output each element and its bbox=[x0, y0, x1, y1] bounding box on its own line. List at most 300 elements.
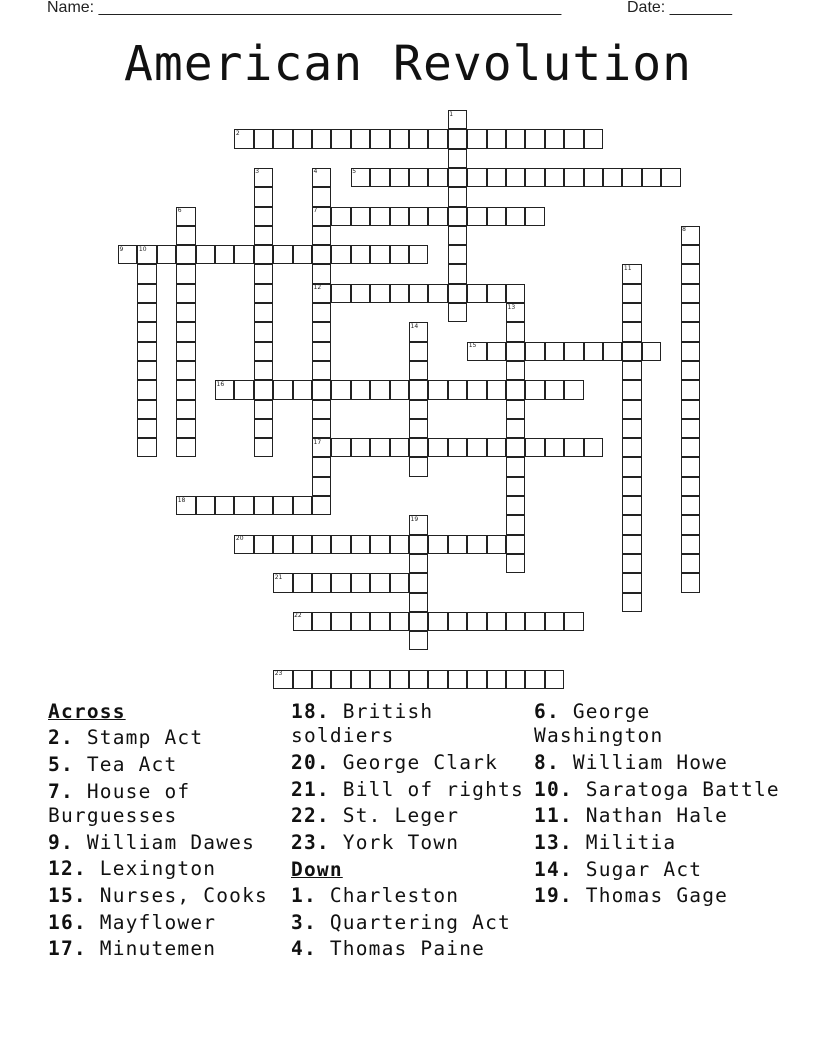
grid-cell[interactable] bbox=[312, 226, 331, 245]
grid-cell[interactable] bbox=[409, 631, 428, 650]
grid-cell[interactable] bbox=[351, 129, 370, 148]
grid-cell[interactable] bbox=[254, 419, 273, 438]
grid-cell[interactable] bbox=[428, 380, 447, 399]
grid-cell[interactable] bbox=[370, 207, 389, 226]
grid-cell[interactable] bbox=[448, 264, 467, 283]
grid-cell[interactable] bbox=[525, 670, 544, 689]
grid-cell[interactable] bbox=[312, 264, 331, 283]
grid-cell[interactable] bbox=[622, 496, 641, 515]
across-clue bbox=[291, 831, 541, 855]
across-clue bbox=[291, 778, 541, 802]
grid-cell[interactable] bbox=[176, 284, 195, 303]
grid-cell[interactable] bbox=[293, 129, 312, 148]
grid-cell[interactable] bbox=[448, 303, 467, 322]
grid-cell[interactable] bbox=[351, 284, 370, 303]
grid-cell[interactable] bbox=[196, 245, 215, 264]
grid-cell[interactable] bbox=[409, 207, 428, 226]
grid-cell[interactable] bbox=[176, 303, 195, 322]
grid-cell[interactable] bbox=[525, 207, 544, 226]
clue-text: House of Burguesses bbox=[48, 779, 191, 827]
grid-cell[interactable] bbox=[331, 245, 350, 264]
grid-cell[interactable] bbox=[176, 400, 195, 419]
grid-cell[interactable] bbox=[351, 535, 370, 554]
grid-cell[interactable] bbox=[681, 496, 700, 515]
grid-cell[interactable] bbox=[331, 207, 350, 226]
grid-cell[interactable] bbox=[331, 573, 350, 592]
grid-cell[interactable] bbox=[390, 535, 409, 554]
grid-cell[interactable] bbox=[370, 380, 389, 399]
grid-cell[interactable] bbox=[409, 168, 428, 187]
grid-cell[interactable] bbox=[487, 535, 506, 554]
grid-cell[interactable] bbox=[254, 535, 273, 554]
grid-cell[interactable] bbox=[487, 438, 506, 457]
grid-cell[interactable] bbox=[234, 245, 253, 264]
grid-cell[interactable] bbox=[506, 400, 525, 419]
grid-cell[interactable] bbox=[293, 380, 312, 399]
grid-cell[interactable] bbox=[215, 496, 234, 515]
grid-cell[interactable] bbox=[196, 496, 215, 515]
grid-cell[interactable] bbox=[312, 670, 331, 689]
grid-cell[interactable] bbox=[176, 322, 195, 341]
grid-cell[interactable] bbox=[506, 457, 525, 476]
clue-text: Minutemen bbox=[86, 937, 217, 961]
grid-cell[interactable] bbox=[584, 129, 603, 148]
grid-cell[interactable] bbox=[681, 303, 700, 322]
grid-cell[interactable] bbox=[506, 168, 525, 187]
grid-cell[interactable] bbox=[351, 245, 370, 264]
grid-cell[interactable] bbox=[428, 284, 447, 303]
grid-cell[interactable] bbox=[622, 303, 641, 322]
grid-cell[interactable] bbox=[331, 535, 350, 554]
grid-cell[interactable] bbox=[390, 284, 409, 303]
grid-cell[interactable] bbox=[409, 457, 428, 476]
grid-cell[interactable] bbox=[137, 284, 156, 303]
grid-cell[interactable] bbox=[622, 554, 641, 573]
grid-cell[interactable] bbox=[312, 612, 331, 631]
grid-cell[interactable] bbox=[428, 612, 447, 631]
grid-cell[interactable] bbox=[448, 187, 467, 206]
grid-cell[interactable] bbox=[506, 342, 525, 361]
grid-cell[interactable] bbox=[564, 438, 583, 457]
grid-cell[interactable] bbox=[331, 380, 350, 399]
grid-cell[interactable] bbox=[370, 284, 389, 303]
clue-number-2: 2 bbox=[235, 129, 240, 137]
grid-cell[interactable] bbox=[467, 284, 486, 303]
grid-cell[interactable] bbox=[254, 226, 273, 245]
grid-cell[interactable] bbox=[254, 207, 273, 226]
grid-cell[interactable] bbox=[409, 342, 428, 361]
grid-cell[interactable] bbox=[603, 168, 622, 187]
grid-cell[interactable] bbox=[545, 129, 564, 148]
grid-cell[interactable] bbox=[409, 612, 428, 631]
grid-cell[interactable] bbox=[312, 322, 331, 341]
grid-cell[interactable] bbox=[506, 419, 525, 438]
grid-cell[interactable] bbox=[409, 554, 428, 573]
grid-cell[interactable] bbox=[564, 129, 583, 148]
grid-cell[interactable] bbox=[370, 168, 389, 187]
grid-cell[interactable] bbox=[293, 535, 312, 554]
grid-cell[interactable] bbox=[622, 593, 641, 612]
grid-cell[interactable] bbox=[681, 535, 700, 554]
across-clue bbox=[291, 804, 541, 828]
grid-cell[interactable] bbox=[312, 400, 331, 419]
grid-cell[interactable] bbox=[642, 168, 661, 187]
grid-cell[interactable] bbox=[273, 129, 292, 148]
grid-cell[interactable] bbox=[681, 361, 700, 380]
grid-cell[interactable] bbox=[428, 129, 447, 148]
grid-cell[interactable] bbox=[467, 670, 486, 689]
grid-cell[interactable] bbox=[506, 380, 525, 399]
clue-number: 2. bbox=[48, 726, 74, 750]
grid-cell[interactable] bbox=[176, 245, 195, 264]
grid-cell[interactable] bbox=[564, 380, 583, 399]
grid-cell[interactable] bbox=[254, 361, 273, 380]
grid-cell[interactable] bbox=[487, 380, 506, 399]
down-clue bbox=[534, 831, 784, 855]
grid-cell[interactable] bbox=[681, 380, 700, 399]
grid-cell[interactable] bbox=[409, 400, 428, 419]
grid-cell[interactable] bbox=[681, 245, 700, 264]
grid-cell[interactable] bbox=[681, 400, 700, 419]
grid-cell[interactable] bbox=[681, 284, 700, 303]
grid-cell[interactable] bbox=[622, 342, 641, 361]
grid-cell[interactable] bbox=[545, 168, 564, 187]
grid-cell[interactable] bbox=[370, 535, 389, 554]
down-heading: Down bbox=[291, 857, 343, 881]
grid-cell[interactable] bbox=[254, 342, 273, 361]
grid-cell[interactable] bbox=[448, 284, 467, 303]
grid-cell[interactable] bbox=[351, 573, 370, 592]
grid-cell[interactable] bbox=[390, 245, 409, 264]
grid-cell[interactable] bbox=[254, 129, 273, 148]
grid-cell[interactable] bbox=[622, 284, 641, 303]
clue-number: 21. bbox=[291, 777, 330, 801]
grid-cell[interactable] bbox=[681, 322, 700, 341]
grid-cell[interactable] bbox=[584, 438, 603, 457]
grid-cell[interactable] bbox=[409, 438, 428, 457]
grid-cell[interactable] bbox=[506, 496, 525, 515]
grid-cell[interactable] bbox=[448, 149, 467, 168]
grid-cell[interactable] bbox=[506, 477, 525, 496]
clue-number: 11. bbox=[534, 804, 573, 828]
grid-cell[interactable] bbox=[351, 670, 370, 689]
clue-number: 5. bbox=[48, 752, 74, 776]
grid-cell[interactable] bbox=[642, 342, 661, 361]
grid-cell[interactable] bbox=[622, 535, 641, 554]
grid-cell[interactable] bbox=[409, 535, 428, 554]
grid-cell[interactable] bbox=[312, 573, 331, 592]
grid-cell[interactable] bbox=[390, 168, 409, 187]
grid-cell[interactable] bbox=[525, 612, 544, 631]
grid-cell[interactable] bbox=[622, 573, 641, 592]
grid-cell[interactable] bbox=[370, 612, 389, 631]
grid-cell[interactable] bbox=[409, 593, 428, 612]
grid-cell[interactable] bbox=[390, 573, 409, 592]
grid-cell[interactable] bbox=[545, 342, 564, 361]
grid-cell[interactable] bbox=[564, 612, 583, 631]
grid-cell[interactable] bbox=[273, 496, 292, 515]
clue-text: Tea Act bbox=[73, 752, 178, 776]
grid-cell[interactable] bbox=[370, 670, 389, 689]
grid-cell[interactable] bbox=[312, 496, 331, 515]
grid-cell[interactable] bbox=[681, 438, 700, 457]
grid-cell[interactable] bbox=[564, 168, 583, 187]
grid-cell[interactable] bbox=[312, 129, 331, 148]
grid-cell[interactable] bbox=[622, 361, 641, 380]
grid-cell[interactable] bbox=[137, 419, 156, 438]
grid-cell[interactable] bbox=[448, 380, 467, 399]
grid-cell[interactable] bbox=[351, 207, 370, 226]
grid-cell[interactable] bbox=[506, 322, 525, 341]
grid-cell[interactable] bbox=[409, 245, 428, 264]
grid-cell[interactable] bbox=[351, 438, 370, 457]
grid-cell[interactable] bbox=[506, 129, 525, 148]
grid-cell[interactable] bbox=[409, 670, 428, 689]
grid-cell[interactable] bbox=[176, 264, 195, 283]
grid-cell[interactable] bbox=[312, 535, 331, 554]
grid-cell[interactable] bbox=[331, 284, 350, 303]
grid-cell[interactable] bbox=[681, 573, 700, 592]
clue-text: Militia bbox=[572, 831, 677, 855]
grid-cell[interactable] bbox=[351, 612, 370, 631]
grid-cell[interactable] bbox=[409, 361, 428, 380]
grid-cell[interactable] bbox=[137, 380, 156, 399]
grid-cell[interactable] bbox=[331, 670, 350, 689]
grid-cell[interactable] bbox=[603, 342, 622, 361]
clue-text: York Town bbox=[329, 831, 460, 855]
clue-number: 10. bbox=[534, 777, 573, 801]
grid-cell[interactable] bbox=[137, 400, 156, 419]
grid-cell[interactable] bbox=[351, 380, 370, 399]
grid-cell[interactable] bbox=[467, 129, 486, 148]
grid-cell[interactable] bbox=[273, 535, 292, 554]
name-line: ____________________________________________________ bbox=[98, 0, 562, 16]
grid-cell[interactable] bbox=[661, 168, 680, 187]
grid-cell[interactable] bbox=[409, 284, 428, 303]
grid-cell[interactable] bbox=[506, 361, 525, 380]
grid-cell[interactable] bbox=[176, 438, 195, 457]
clue-number: 16. bbox=[48, 910, 87, 934]
grid-cell[interactable] bbox=[234, 380, 253, 399]
grid-cell[interactable] bbox=[390, 207, 409, 226]
grid-cell[interactable] bbox=[681, 477, 700, 496]
grid-cell[interactable] bbox=[137, 438, 156, 457]
grid-cell[interactable] bbox=[254, 438, 273, 457]
grid-cell[interactable] bbox=[331, 612, 350, 631]
grid-cell[interactable] bbox=[390, 670, 409, 689]
grid-cell[interactable] bbox=[176, 226, 195, 245]
grid-cell[interactable] bbox=[428, 438, 447, 457]
clue-number-21: 21 bbox=[274, 573, 283, 581]
grid-cell[interactable] bbox=[545, 670, 564, 689]
grid-cell[interactable] bbox=[370, 438, 389, 457]
clue-number-4: 4 bbox=[313, 168, 318, 176]
grid-cell[interactable] bbox=[681, 419, 700, 438]
grid-cell[interactable] bbox=[506, 670, 525, 689]
grid-cell[interactable] bbox=[622, 322, 641, 341]
grid-cell[interactable] bbox=[254, 322, 273, 341]
down-clue bbox=[534, 778, 784, 802]
grid-cell[interactable] bbox=[390, 438, 409, 457]
grid-cell[interactable] bbox=[525, 438, 544, 457]
grid-cell[interactable] bbox=[622, 438, 641, 457]
clue-number-12: 12 bbox=[313, 284, 322, 292]
grid-cell[interactable] bbox=[487, 284, 506, 303]
grid-cell[interactable] bbox=[448, 129, 467, 148]
grid-cell[interactable] bbox=[254, 496, 273, 515]
grid-cell[interactable] bbox=[448, 670, 467, 689]
grid-cell[interactable] bbox=[467, 438, 486, 457]
grid-cell[interactable] bbox=[293, 670, 312, 689]
grid-cell[interactable] bbox=[293, 245, 312, 264]
grid-cell[interactable] bbox=[254, 303, 273, 322]
clues-column-1 bbox=[48, 700, 298, 964]
grid-cell[interactable] bbox=[254, 400, 273, 419]
grid-cell[interactable] bbox=[215, 245, 234, 264]
grid-cell[interactable] bbox=[176, 361, 195, 380]
grid-cell[interactable] bbox=[584, 168, 603, 187]
grid-cell[interactable] bbox=[137, 361, 156, 380]
grid-cell[interactable] bbox=[390, 129, 409, 148]
grid-cell[interactable] bbox=[370, 129, 389, 148]
grid-cell[interactable] bbox=[545, 380, 564, 399]
grid-cell[interactable] bbox=[681, 457, 700, 476]
grid-cell[interactable] bbox=[506, 554, 525, 573]
grid-cell[interactable] bbox=[428, 670, 447, 689]
grid-cell[interactable] bbox=[409, 129, 428, 148]
grid-cell[interactable] bbox=[506, 612, 525, 631]
grid-cell[interactable] bbox=[467, 380, 486, 399]
grid-cell[interactable] bbox=[525, 129, 544, 148]
grid-cell[interactable] bbox=[506, 535, 525, 554]
grid-cell[interactable] bbox=[254, 245, 273, 264]
grid-cell[interactable] bbox=[467, 168, 486, 187]
grid-cell[interactable] bbox=[312, 245, 331, 264]
grid-cell[interactable] bbox=[312, 342, 331, 361]
grid-cell[interactable] bbox=[176, 342, 195, 361]
grid-cell[interactable] bbox=[312, 187, 331, 206]
grid-cell[interactable] bbox=[370, 573, 389, 592]
grid-cell[interactable] bbox=[525, 168, 544, 187]
grid-cell[interactable] bbox=[622, 515, 641, 534]
grid-cell[interactable] bbox=[428, 207, 447, 226]
grid-cell[interactable] bbox=[681, 554, 700, 573]
grid-cell[interactable] bbox=[176, 419, 195, 438]
grid-cell[interactable] bbox=[487, 207, 506, 226]
grid-cell[interactable] bbox=[467, 207, 486, 226]
grid-cell[interactable] bbox=[312, 477, 331, 496]
grid-cell[interactable] bbox=[428, 168, 447, 187]
grid-cell[interactable] bbox=[312, 303, 331, 322]
grid-cell[interactable] bbox=[331, 129, 350, 148]
grid-cell[interactable] bbox=[157, 245, 176, 264]
grid-cell[interactable] bbox=[273, 380, 292, 399]
grid-cell[interactable] bbox=[312, 457, 331, 476]
grid-cell[interactable] bbox=[254, 284, 273, 303]
grid-cell[interactable] bbox=[525, 380, 544, 399]
grid-cell[interactable] bbox=[409, 573, 428, 592]
grid-cell[interactable] bbox=[487, 342, 506, 361]
grid-cell[interactable] bbox=[681, 515, 700, 534]
grid-cell[interactable] bbox=[564, 342, 583, 361]
grid-cell[interactable] bbox=[506, 515, 525, 534]
clue-text: Mayflower bbox=[86, 910, 217, 934]
grid-cell[interactable] bbox=[137, 264, 156, 283]
down-clue bbox=[534, 700, 784, 748]
grid-cell[interactable] bbox=[448, 168, 467, 187]
grid-cell[interactable] bbox=[622, 457, 641, 476]
grid-cell[interactable] bbox=[312, 419, 331, 438]
grid-cell[interactable] bbox=[622, 477, 641, 496]
grid-cell[interactable] bbox=[312, 380, 331, 399]
grid-cell[interactable] bbox=[622, 380, 641, 399]
clue-number-13: 13 bbox=[507, 303, 516, 311]
grid-cell[interactable] bbox=[137, 342, 156, 361]
grid-cell[interactable] bbox=[409, 419, 428, 438]
grid-cell[interactable] bbox=[506, 284, 525, 303]
grid-cell[interactable] bbox=[448, 612, 467, 631]
clue-text: Lexington bbox=[86, 857, 217, 881]
grid-cell[interactable] bbox=[448, 535, 467, 554]
grid-cell[interactable] bbox=[390, 380, 409, 399]
grid-cell[interactable] bbox=[545, 612, 564, 631]
grid-cell[interactable] bbox=[176, 380, 195, 399]
grid-cell[interactable] bbox=[584, 342, 603, 361]
clue-number: 4. bbox=[291, 937, 317, 961]
down-clue-list-continued bbox=[534, 700, 784, 909]
grid-cell[interactable] bbox=[487, 129, 506, 148]
grid-cell[interactable] bbox=[428, 535, 447, 554]
grid-cell[interactable] bbox=[390, 612, 409, 631]
grid-cell[interactable] bbox=[137, 322, 156, 341]
grid-cell[interactable] bbox=[622, 400, 641, 419]
grid-cell[interactable] bbox=[254, 380, 273, 399]
grid-cell[interactable] bbox=[254, 264, 273, 283]
grid-cell[interactable] bbox=[234, 496, 253, 515]
grid-cell[interactable] bbox=[467, 535, 486, 554]
grid-cell[interactable] bbox=[506, 207, 525, 226]
grid-cell[interactable] bbox=[545, 438, 564, 457]
grid-cell[interactable] bbox=[293, 496, 312, 515]
grid-cell[interactable] bbox=[273, 245, 292, 264]
grid-cell[interactable] bbox=[487, 612, 506, 631]
grid-cell[interactable] bbox=[137, 303, 156, 322]
grid-cell[interactable] bbox=[622, 168, 641, 187]
clue-text: Thomas Gage bbox=[572, 884, 729, 908]
clues-column-3 bbox=[534, 700, 784, 911]
grid-cell[interactable] bbox=[409, 380, 428, 399]
grid-cell[interactable] bbox=[487, 670, 506, 689]
grid-cell[interactable] bbox=[467, 612, 486, 631]
grid-cell[interactable] bbox=[681, 264, 700, 283]
grid-cell[interactable] bbox=[370, 245, 389, 264]
grid-cell[interactable] bbox=[525, 342, 544, 361]
clue-number-20: 20 bbox=[235, 535, 244, 543]
grid-cell[interactable] bbox=[448, 226, 467, 245]
grid-cell[interactable] bbox=[681, 342, 700, 361]
grid-cell[interactable] bbox=[448, 207, 467, 226]
clue-number: 20. bbox=[291, 750, 330, 774]
grid-cell[interactable] bbox=[487, 168, 506, 187]
grid-cell[interactable] bbox=[622, 419, 641, 438]
grid-cell[interactable] bbox=[448, 245, 467, 264]
grid-cell[interactable] bbox=[254, 187, 273, 206]
grid-cell[interactable] bbox=[312, 361, 331, 380]
grid-cell[interactable] bbox=[506, 438, 525, 457]
grid-cell[interactable] bbox=[448, 438, 467, 457]
grid-cell[interactable] bbox=[293, 573, 312, 592]
grid-cell[interactable] bbox=[331, 438, 350, 457]
